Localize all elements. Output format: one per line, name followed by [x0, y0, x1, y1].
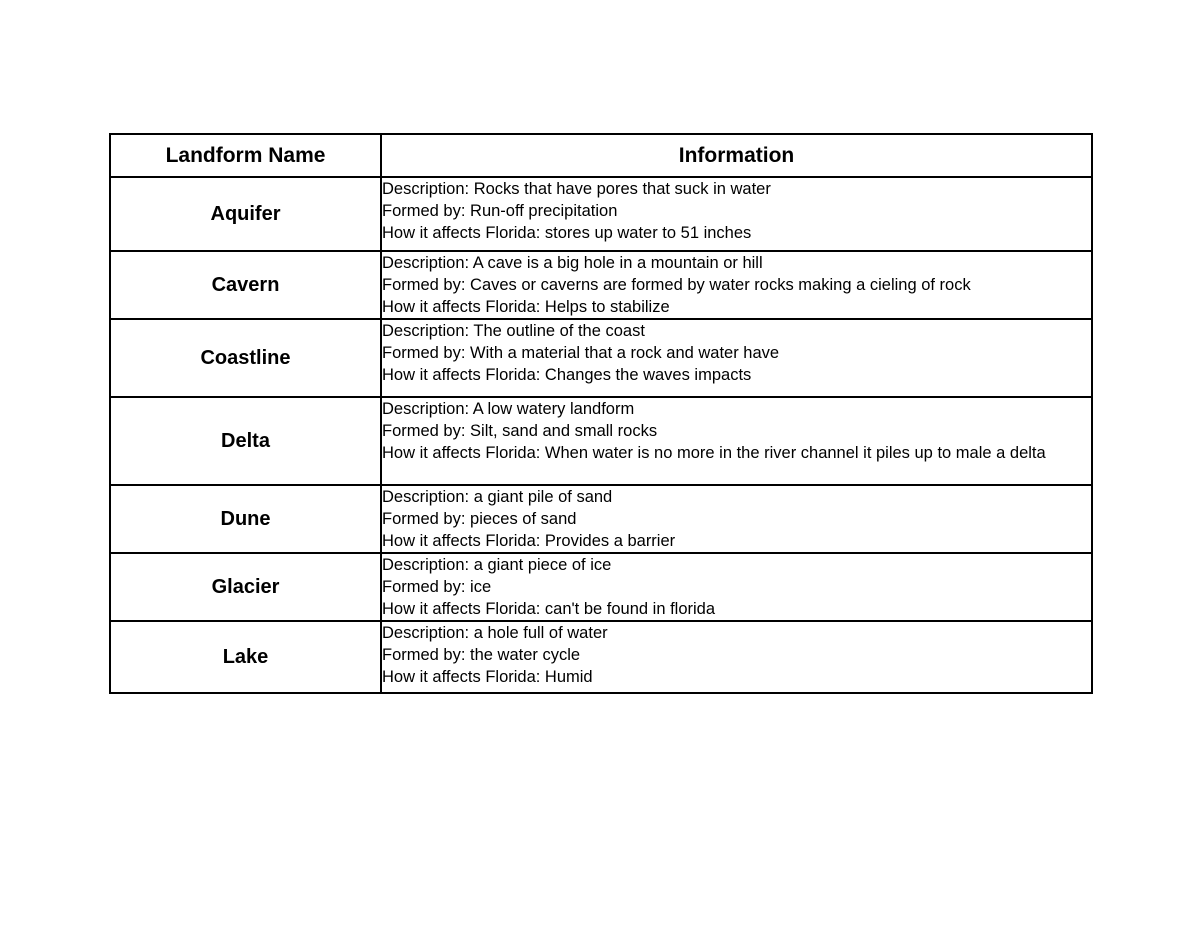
description-text: Description: A low watery landform — [382, 400, 635, 418]
table-row — [110, 621, 1092, 693]
landform-name-header: Landform Name — [110, 134, 381, 177]
landform-info — [381, 621, 1092, 693]
table-row — [110, 251, 1092, 319]
landform-info — [381, 397, 1092, 485]
formed-by-text: Formed by: the water cycle — [382, 646, 581, 664]
formed-by-text: Formed by: With a material that a rock and water have — [382, 344, 780, 362]
document-page — [109, 133, 1091, 694]
description-text: Description: A cave is a big hole in a mountain or hill — [382, 254, 763, 272]
landform-info — [381, 319, 1092, 397]
affects-florida-text: How it affects Florida: Provides a barrier — [382, 532, 676, 550]
affects-florida-text: How it affects Florida: stores up water to 51 inches — [382, 224, 752, 242]
description-text: Description: Rocks that have pores that suck in water — [382, 180, 771, 198]
affects-florida-text: How it affects Florida: Humid — [382, 668, 593, 686]
affects-florida-text: How it affects Florida: Helps to stabilize — [382, 298, 670, 316]
description-text: Description: a hole full of water — [382, 624, 608, 642]
description-text: Description: The outline of the coast — [382, 322, 645, 340]
formed-by-text: Formed by: Caves or caverns are formed by water rocks making a cieling of rock — [382, 276, 971, 294]
landform-name: Aquifer — [110, 177, 381, 251]
landform-name: Coastline — [110, 319, 381, 397]
table-row — [110, 485, 1092, 553]
landform-info — [381, 251, 1092, 319]
landform-name: Dune — [110, 485, 381, 553]
description-text: Description: a giant pile of sand — [382, 488, 613, 506]
table-row — [110, 397, 1092, 485]
landform-name: Lake — [110, 621, 381, 693]
formed-by-text: Formed by: ice — [382, 578, 492, 596]
information-header: Information — [381, 134, 1092, 177]
table-row — [110, 177, 1092, 251]
landform-name: Glacier — [110, 553, 381, 621]
landform-name: Delta — [110, 397, 381, 485]
affects-florida-text: How it affects Florida: When water is no more in the river channel it piles up to male a delta — [382, 444, 1046, 462]
table-header-row — [110, 134, 1092, 177]
affects-florida-text: How it affects Florida: Changes the waves impacts — [382, 366, 752, 384]
table-row — [110, 319, 1092, 397]
landform-info — [381, 553, 1092, 621]
description-text: Description: a giant piece of ice — [382, 556, 612, 574]
affects-florida-text: How it affects Florida: can't be found in florida — [382, 600, 716, 618]
landform-info — [381, 177, 1092, 251]
landforms-table — [109, 133, 1093, 694]
table-row — [110, 553, 1092, 621]
formed-by-text: Formed by: pieces of sand — [382, 510, 577, 528]
landform-info — [381, 485, 1092, 553]
landform-name: Cavern — [110, 251, 381, 319]
formed-by-text: Formed by: Silt, sand and small rocks — [382, 422, 658, 440]
formed-by-text: Formed by: Run-off precipitation — [382, 202, 618, 220]
